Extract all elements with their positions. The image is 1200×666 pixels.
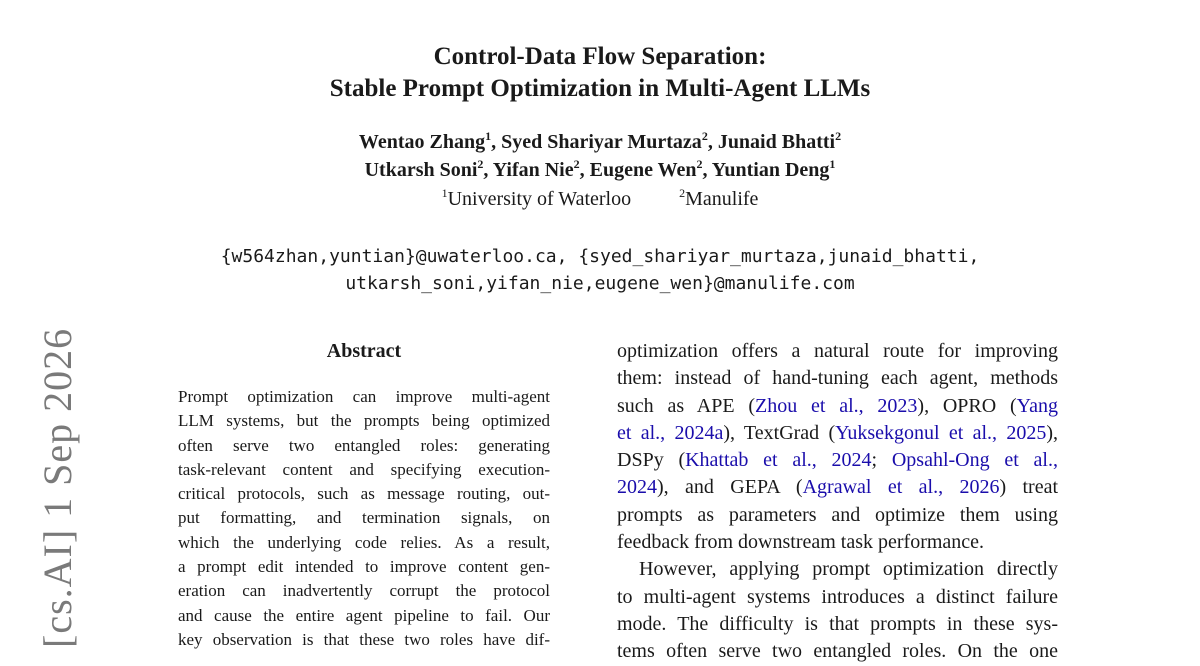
author-separator: , — [483, 159, 493, 181]
intro-text: ), and GEPA ( — [657, 476, 803, 499]
abstract-line: a prompt edit intended to improve content gen- — [178, 557, 550, 577]
author-affiliation-marker: 2 — [477, 157, 484, 171]
intro-line — [617, 611, 1058, 638]
author-name: Utkarsh Soni — [364, 159, 478, 181]
author-separator: , — [707, 131, 718, 153]
author-name: Yuntian Deng — [711, 159, 830, 181]
citation-link[interactable]: Yuksekgonul et al., 2025 — [835, 421, 1047, 444]
intro-text: ) treat — [999, 476, 1059, 499]
email-line-1: {w564zhan,yuntian}@uwaterloo.ca, {syed_shariyar_murtaza,junaid_bhatti, — [220, 246, 980, 267]
intro-line — [617, 638, 1058, 665]
abstract-line: LLM systems, but the prompts being optimized — [178, 411, 550, 431]
authors-line-2 — [0, 156, 1200, 184]
introduction-column — [617, 338, 1058, 666]
abstract-line: task-relevant content and specifying execution- — [178, 459, 550, 479]
abstract-line: key observation is that these two roles have dif- — [178, 629, 550, 649]
abstract-line: which the underlying code relies. As a result, — [178, 532, 550, 552]
author-affiliation-marker: 2 — [701, 129, 708, 143]
intro-text: optimization offers a natural route for improving — [617, 340, 1058, 362]
author-name: Junaid Bhatti — [717, 131, 836, 153]
intro-line — [617, 529, 1058, 556]
abstract-line: critical protocols, such as message routing, out- — [178, 484, 550, 504]
paper-title-line-1: Control-Data Flow Separation: — [433, 43, 767, 70]
citation-link[interactable]: Khattab et al., 2024 — [685, 449, 872, 472]
intro-text: ; — [871, 449, 892, 472]
author-name: Syed Shariyar Murtaza — [501, 131, 702, 153]
authors-line-1 — [0, 128, 1200, 156]
intro-line — [617, 365, 1058, 392]
affiliation-marker: 1 — [441, 186, 448, 200]
affiliation-marker: 2 — [679, 186, 686, 200]
author-affiliation-marker: 1 — [485, 129, 492, 143]
intro-text: However, applying prompt optimization directly — [639, 558, 1058, 581]
abstract-body — [178, 385, 550, 652]
intro-line — [617, 502, 1058, 529]
intro-line — [617, 393, 1058, 420]
author-affiliation-marker: 2 — [573, 157, 580, 171]
citation-link[interactable]: Yang — [1016, 394, 1058, 417]
author-separator: , — [579, 159, 590, 181]
author-separator: , — [491, 131, 502, 153]
intro-text: mode. The difficulty is that prompts in these sys- — [617, 612, 1058, 635]
citation-link[interactable]: Zhou et al., 2023 — [755, 394, 918, 417]
abstract-heading: Abstract — [326, 340, 402, 362]
author-name: Eugene Wen — [589, 159, 697, 181]
intro-line — [617, 584, 1058, 611]
intro-line — [617, 338, 1058, 365]
intro-text: tems often serve two entangled roles. On the one — [617, 640, 1058, 663]
abstract-line: often serve two entangled roles: generating — [178, 435, 550, 455]
author-separator: , — [702, 159, 712, 181]
citation-link[interactable]: 2024 — [617, 476, 657, 499]
intro-text: to multi-agent systems introduces a distinct failure — [617, 585, 1058, 608]
intro-line — [617, 556, 1058, 583]
intro-text: prompts as parameters and optimize them using — [617, 503, 1058, 526]
author-name: Wentao Zhang — [358, 131, 486, 153]
abstract-line: Prompt optimization can improve multi-agent — [178, 387, 550, 406]
abstract-line: and cause the entire agent pipeline to fail. Our — [178, 605, 550, 625]
citation-link[interactable]: et al., 2024a — [617, 421, 724, 444]
intro-text: ), TextGrad ( — [723, 421, 836, 444]
abstract-line: eration can inadvertently corrupt the protocol — [178, 581, 550, 601]
email-line-2: utkarsh_soni,yifan_nie,eugene_wen}@manulife.com — [345, 273, 855, 294]
intro-text: ), — [1046, 421, 1059, 444]
intro-line — [617, 474, 1058, 501]
citation-link[interactable]: Agrawal et al., 2026 — [802, 476, 1000, 499]
intro-text: them: instead of hand-tuning each agent, methods — [617, 367, 1058, 390]
intro-text: feedback from downstream task performance. — [617, 531, 985, 554]
intro-text: DSPy ( — [617, 449, 686, 472]
author-name: Yifan Nie — [492, 159, 574, 181]
author-affiliation-marker: 2 — [835, 129, 842, 143]
intro-text: ), OPRO ( — [917, 394, 1017, 417]
citation-link[interactable]: Opsahl-Ong et al., — [891, 449, 1058, 472]
intro-line — [617, 447, 1058, 474]
intro-text: such as APE ( — [617, 394, 755, 417]
intro-line — [617, 420, 1058, 447]
abstract-line: put formatting, and termination signals, on — [178, 508, 550, 528]
paper-title-line-2: Stable Prompt Optimization in Multi-Agent LLMs — [329, 75, 871, 102]
affiliation-name: University of Waterloo — [447, 188, 632, 210]
arxiv-stamp: [cs.AI] 1 Sep 2026 — [35, 327, 80, 648]
author-affiliation-marker: 2 — [696, 157, 703, 171]
author-affiliation-marker: 1 — [829, 157, 836, 171]
affiliations — [0, 185, 1200, 213]
affiliation-name: Manulife — [685, 188, 759, 210]
